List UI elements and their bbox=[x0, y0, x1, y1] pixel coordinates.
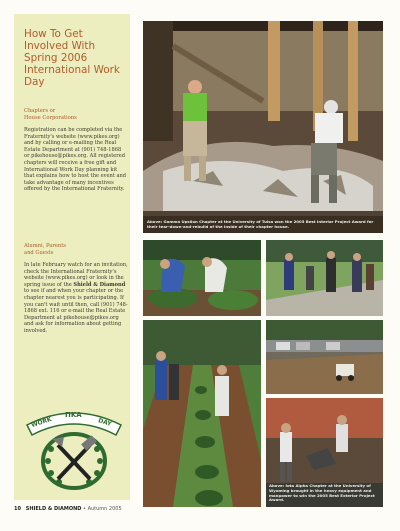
section-heading-line: and Guests bbox=[24, 249, 54, 256]
photo-caption-bottom: Above: Iota Alpha Chapter at the University of Wyoming brought in the heavy equipment and manpower to win the 2005 Best Exterior Project Award. bbox=[269, 483, 375, 503]
publication-name: Shield & Diamond bbox=[73, 281, 126, 288]
photo-illustration bbox=[143, 21, 383, 233]
photo-landscaping-1 bbox=[143, 240, 261, 316]
logo-text-center: ΠΚΑ bbox=[65, 411, 82, 419]
photo-garden-path bbox=[143, 320, 261, 507]
text: to see if and when your chapter or the chapter nearest you is participating. If you can't wait until then, call (901) 748-1868 ext. 116 or e-mail the Real Estate Department at pikehouse@pikes.org and ask for information about getting involved. bbox=[24, 288, 128, 334]
photo-wheelbarrow bbox=[266, 398, 383, 507]
page-title: How To Get Involved With Spring 2006 International Work Day bbox=[24, 28, 120, 88]
work-day-logo bbox=[24, 405, 124, 493]
paragraph bbox=[24, 262, 128, 335]
photo-illustration bbox=[143, 240, 261, 316]
photo-illustration bbox=[143, 320, 261, 507]
section-heading-line: Alumni, Parents bbox=[24, 243, 66, 249]
section-heading-alumni bbox=[24, 243, 66, 256]
section-body-chapters bbox=[24, 127, 128, 193]
section-heading-chapters bbox=[24, 108, 77, 121]
photo-caption-top: Above: Gamma Upsilon Chapter at the University of Tulsa won the 2005 Best Interior Project Award for their tear-down-and-rebuild of the inside of their chapter house. bbox=[147, 219, 374, 229]
photo-lot-grading bbox=[266, 320, 383, 394]
text: In late February watch for an invitation, check the International Fraternity's website (www.pikes.org) or look in the spring issue of the bbox=[24, 262, 128, 288]
section-body-alumni bbox=[24, 262, 128, 335]
section-heading-line: Chapters or bbox=[24, 108, 56, 114]
photo-landscaping-2 bbox=[266, 240, 383, 316]
paragraph: Registration can be completed via the Fraternity's website (www.pikes.org) and by calling or e-mailing the Real Estate Department at (901) 748-1868 or pikehouse@pikes.org. All registered chapters will receive a free gift and International Work Day planning kit that explains how to host the event and take advantage of many incentives offered by the International Fraternity. bbox=[24, 127, 127, 193]
photo-illustration bbox=[266, 320, 383, 394]
photo-interior-demolition bbox=[143, 21, 383, 233]
publication-title: SHIELD & DIAMOND bbox=[25, 506, 82, 512]
photo-illustration bbox=[266, 240, 383, 316]
issue-date: • Autumn 2005 bbox=[83, 506, 122, 512]
page-number: 10 bbox=[14, 506, 21, 512]
section-heading-line: House Corporations bbox=[24, 114, 77, 121]
logo-text-left: WORK bbox=[30, 415, 53, 430]
logo-text-right: DAY bbox=[97, 417, 113, 428]
page-footer bbox=[14, 506, 122, 512]
